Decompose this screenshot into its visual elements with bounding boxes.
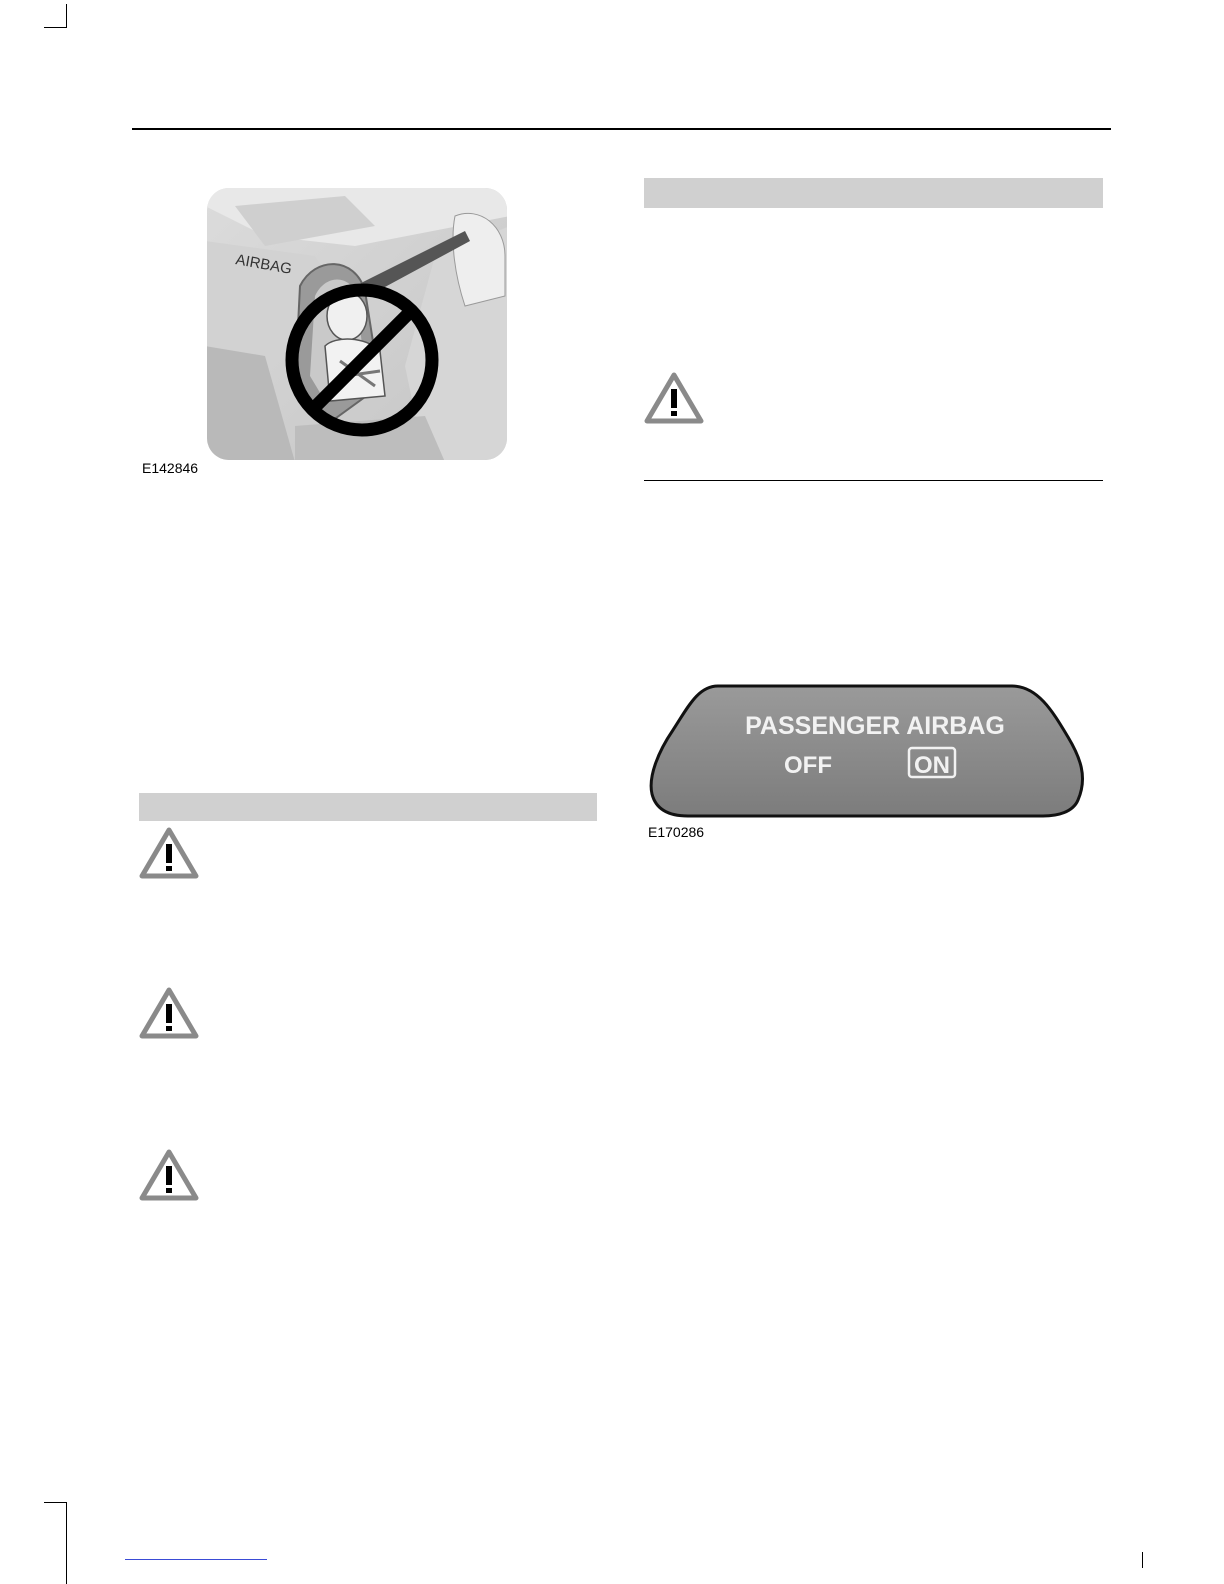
header-rule [132,128,1111,130]
warning-triangle-icon [139,1148,199,1204]
airbag-indicator-figure [648,682,1086,822]
section-header-bar-right [644,178,1103,208]
crop-mark-bottom-left-v [66,1502,67,1584]
airbag-text: AIRBAG [234,251,294,278]
warning-triangle-icon [139,826,199,882]
section-header-bar-left [139,793,597,821]
indicator-off-label: OFF [784,752,832,779]
indicator-on-label: ON [914,752,950,779]
warning-triangle-icon [644,371,704,427]
child-seat-illustration [205,186,510,462]
indicator-title: PASSENGER AIRBAG [745,712,1005,740]
warning-end-rule [644,480,1103,481]
footer-link-underline[interactable] [125,1559,267,1560]
warning-triangle-icon [139,986,199,1042]
crop-mark-bottom-left-h [44,1502,67,1503]
child-seat-figure [205,186,510,462]
crop-mark-bottom-right-v [1142,1552,1143,1568]
crop-mark-top-left-v [66,4,67,28]
figure-label-e142846: E142846 [142,460,199,476]
figure-label-e170286: E170286 [648,824,705,840]
crop-mark-top-left-h [44,27,67,28]
